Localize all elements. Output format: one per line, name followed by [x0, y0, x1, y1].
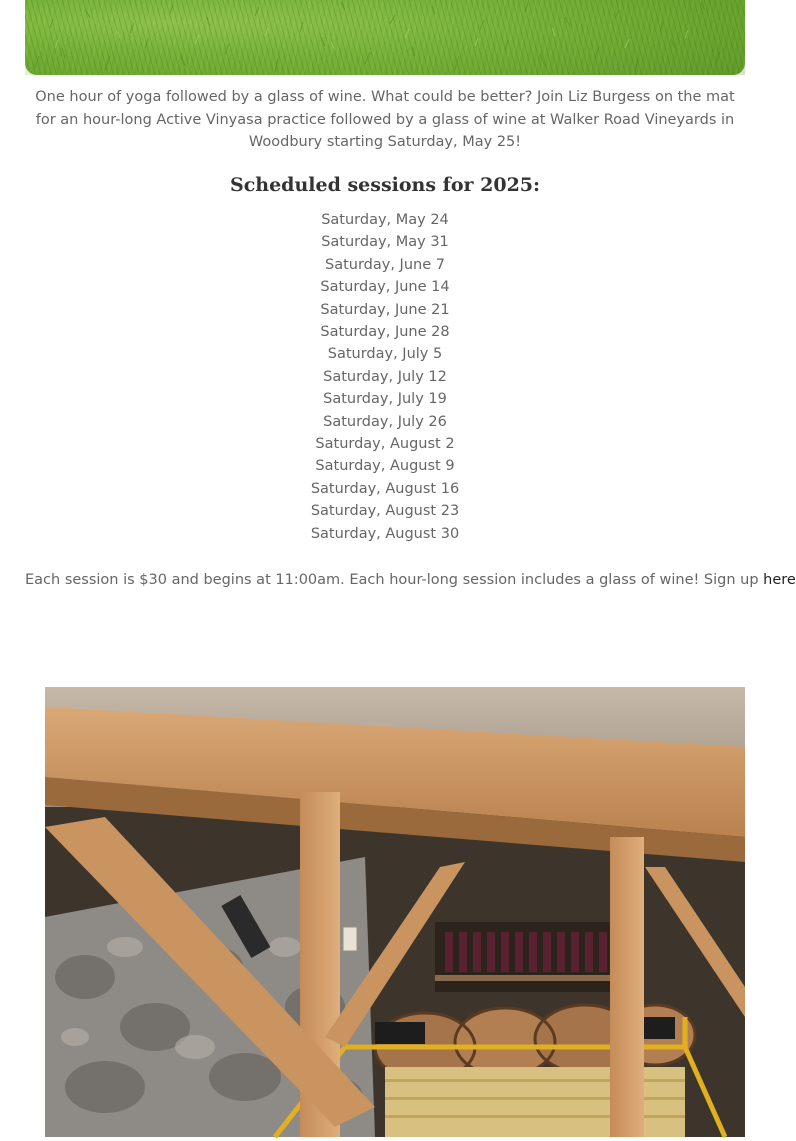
grass-photo [25, 0, 745, 75]
session-date: Saturday, August 30 [310, 525, 460, 542]
pricing-text [25, 569, 796, 591]
session-date: Saturday, July 12 [323, 368, 447, 385]
cellar-illustration [45, 687, 745, 1137]
session-date: Saturday, August 2 [315, 436, 455, 453]
session-date: Saturday, August 9 [315, 458, 455, 475]
pricing-sentence: Each session is $30 and begins at 11:00am. Each hour-long session includes a glass of wine! Sign up [25, 572, 764, 588]
session-date: Saturday, August 23 [310, 503, 460, 520]
session-date: Saturday, May 24 [321, 212, 449, 228]
sessions-heading: Scheduled sessions for 2025: [229, 174, 541, 196]
sessions-list [0, 209, 770, 545]
session-date: Saturday, August 16 [310, 480, 460, 497]
session-date: Saturday, June 14 [320, 279, 450, 296]
session-date: Saturday, July 26 [323, 413, 447, 430]
session-date: Saturday, June 28 [320, 324, 450, 341]
session-date: Saturday, July 5 [327, 346, 443, 363]
sign-up-link[interactable]: here [763, 572, 796, 588]
session-date: Saturday, July 19 [323, 391, 447, 408]
grass-texture [25, 0, 745, 75]
session-date: Saturday, June 21 [320, 301, 450, 318]
intro-text: One hour of yoga followed by a glass of wine. What could be better? Join Liz Burgess on the mat for an hour-long Active Vinyasa practice followed by a glass of wine at Walker Road Vineyards in Woodbury starting Saturday, May 25! [35, 89, 735, 150]
wine-cellar-photo [45, 687, 745, 1137]
session-date: Saturday, May 31 [321, 234, 449, 251]
session-date: Saturday, June 7 [325, 256, 445, 273]
